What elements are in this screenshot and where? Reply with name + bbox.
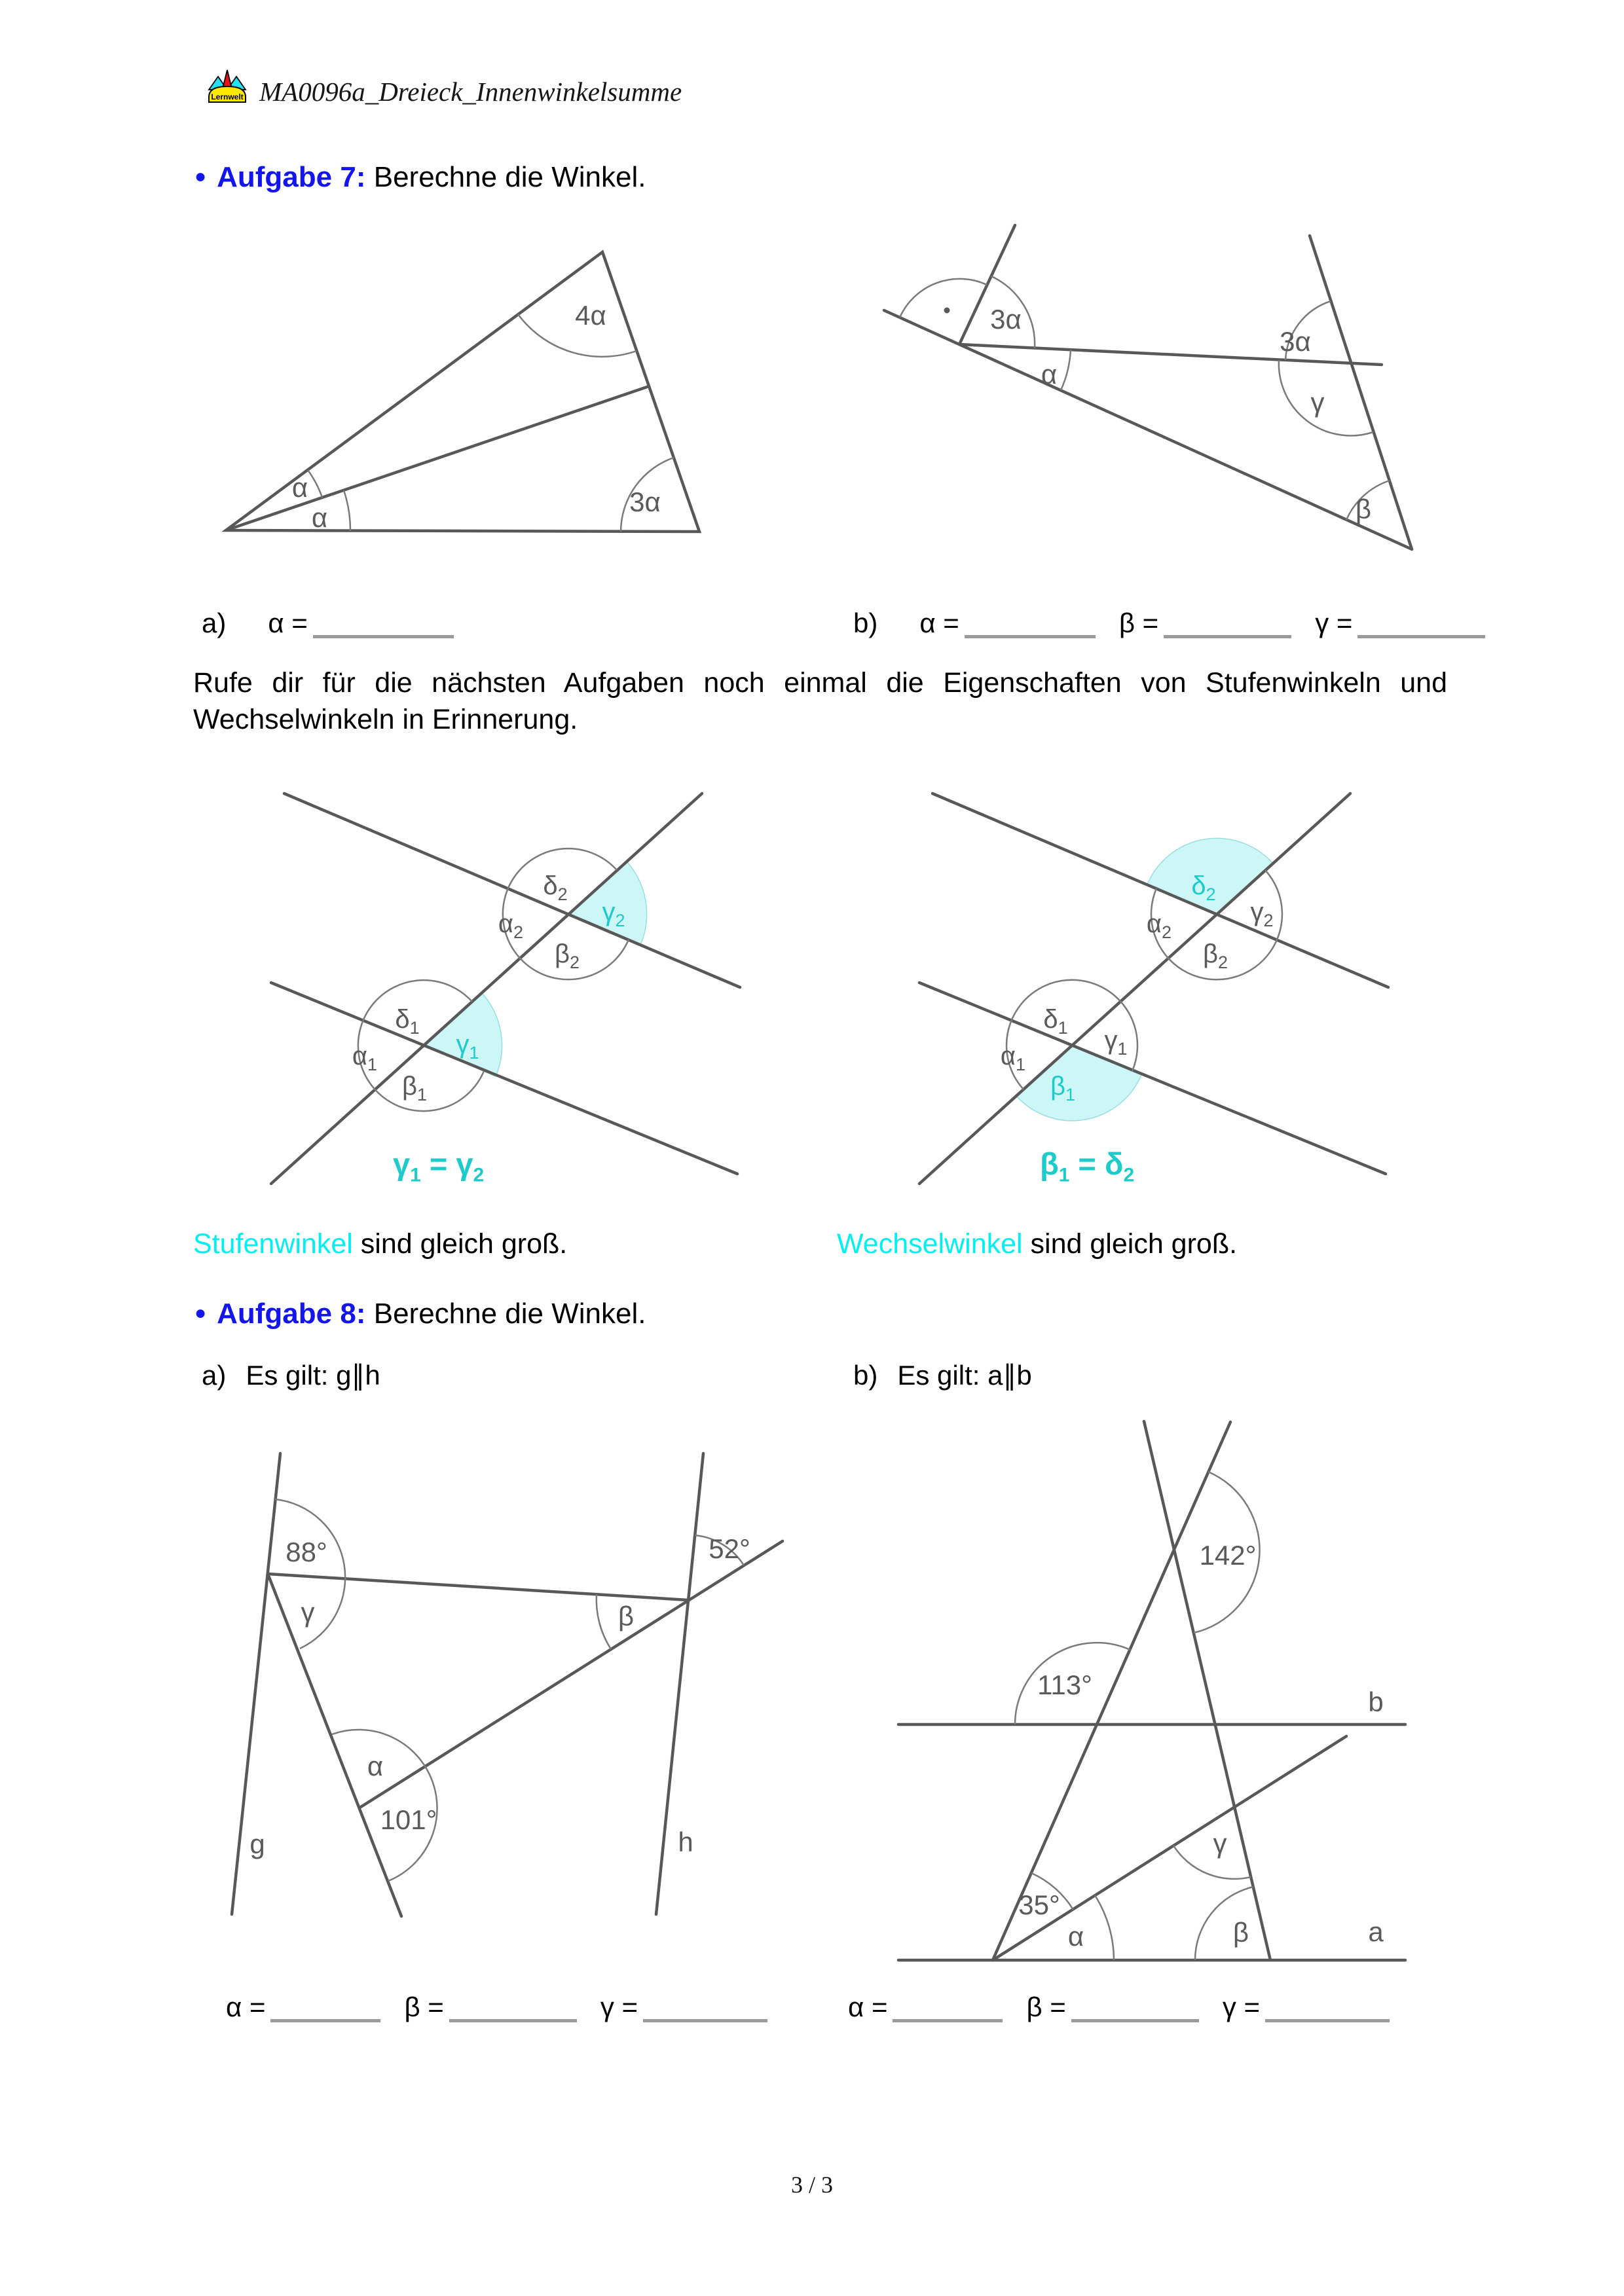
answers7-b: [853, 608, 1485, 639]
answer-blank: [1357, 609, 1485, 638]
angle-label-alpha1: $\alpha_1$: [1000, 1042, 1026, 1074]
angle-label-delta2: $\delta_2$: [543, 871, 568, 904]
angle-label-delta1: $\delta_1$: [395, 1005, 420, 1038]
answers8-left: [226, 1992, 767, 2023]
bullet-icon: ●: [194, 166, 207, 187]
task8-label: Aufgabe 8:: [217, 1298, 366, 1330]
parallel-lines-diagram-8b: [871, 1408, 1460, 1997]
angle-label-alpha2: $\alpha_2$: [498, 909, 524, 942]
task7-label: Aufgabe 7:: [217, 161, 366, 193]
given-a-prefix: a): [202, 1360, 227, 1391]
task8b-given: [853, 1359, 1032, 1391]
answer-blank: [1071, 1993, 1199, 2022]
task7-heading: [194, 161, 646, 194]
page-number: 3 / 3: [790, 2172, 833, 2198]
lernwelt-logo: [207, 68, 248, 105]
angle-label-alpha: α: [1041, 359, 1058, 390]
answer-blank: [965, 609, 1096, 638]
wechselwinkel-caption: [837, 1228, 1237, 1260]
gamma-equals-label: γ =: [600, 1992, 638, 2022]
line-label-h: h: [678, 1827, 693, 1857]
angle-label-alpha: α: [1067, 1921, 1084, 1952]
answer-blank: [893, 1993, 1003, 2022]
angle-label-beta2: $\beta_2$: [1202, 939, 1228, 972]
angle-label-35: 35°: [1018, 1889, 1060, 1920]
answer-blank: [449, 1993, 577, 2022]
gamma-equals-label: γ =: [1222, 1992, 1261, 2022]
bullet-icon: ●: [194, 1302, 207, 1324]
stufenwinkel-word: Stufenwinkel: [193, 1228, 353, 1260]
beta-equals-label: β =: [1026, 1992, 1066, 2022]
line-label-a: a: [1368, 1916, 1384, 1947]
angle-label-3a-right: 3α: [1280, 326, 1311, 357]
answer-blank: [313, 609, 454, 638]
angle-label-gamma: γ: [301, 1597, 315, 1628]
angle-label-gamma2-highlight: $\gamma_2$: [602, 898, 625, 930]
answer-blank: [643, 1993, 767, 2022]
caption-rest: sind gleich groß.: [1022, 1228, 1238, 1260]
caption-rest: sind gleich groß.: [352, 1228, 568, 1260]
angle-label-alpha-upper: α: [291, 472, 308, 503]
wechselwinkel-diagram: [904, 773, 1480, 1205]
beta-equals-label: β =: [1118, 608, 1159, 638]
task8-instruction: Berechne die Winkel.: [373, 1298, 646, 1330]
gamma-equals-label: γ =: [1315, 608, 1353, 638]
angle-label-3a-left: 3α: [990, 304, 1022, 335]
angle-label-delta1: $\delta_1$: [1043, 1005, 1068, 1038]
triangle-diagram-7b: [851, 216, 1441, 583]
beta-equals-label: β =: [404, 1992, 444, 2022]
angle-label-beta1: $\beta_1$: [401, 1072, 428, 1104]
angle-label-gamma1: $\gamma_1$: [1104, 1026, 1128, 1059]
page-title: MA0096a_Dreieck_Innenwinkelsumme: [259, 77, 682, 107]
task7-instruction: Berechne die Winkel.: [373, 161, 646, 193]
answer-b-prefix: b): [853, 608, 878, 638]
angle-label-beta1-highlight: $\beta_1$: [1050, 1072, 1076, 1104]
parallel-lines-diagram-8a: [210, 1440, 799, 1958]
logo-text: Lernwelt: [211, 92, 244, 101]
alpha-equals-label: α =: [848, 1992, 888, 2022]
answers7-a: [202, 608, 454, 639]
angle-label-gamma: γ: [1310, 387, 1325, 418]
angle-label-3a: 3α: [629, 486, 661, 517]
given-a-text: Es gilt: g∥h: [246, 1360, 380, 1391]
task8a-given: [202, 1359, 380, 1391]
stufenwinkel-caption: [193, 1228, 567, 1260]
angle-label-delta2-highlight: $\delta_2$: [1191, 871, 1216, 904]
angle-label-142: 142°: [1199, 1540, 1257, 1571]
answer-blank: [1265, 1993, 1390, 2022]
wechselwinkel-word: Wechselwinkel: [837, 1228, 1023, 1260]
task8-heading: [194, 1298, 646, 1330]
angle-label-gamma1-highlight: $\gamma_1$: [456, 1030, 479, 1063]
angle-label-88: 88°: [286, 1537, 327, 1567]
angle-label-4a: 4α: [575, 300, 606, 331]
angle-label-beta: β: [1232, 1917, 1249, 1948]
equality-stufenwinkel: $\gamma_1 = \gamma_2$: [393, 1146, 485, 1186]
stufenwinkel-diagram: [255, 773, 832, 1205]
angle-label-alpha: α: [367, 1751, 384, 1781]
angle-label-113: 113°: [1037, 1669, 1092, 1700]
angle-label-alpha2: $\alpha_2$: [1146, 909, 1172, 942]
alpha-equals-label: α =: [226, 1992, 266, 2022]
angle-label-alpha-lower: α: [311, 502, 328, 533]
line-label-g: g: [249, 1829, 265, 1859]
angle-label-beta: β: [618, 1601, 635, 1631]
given-b-text: Es gilt: a∥b: [897, 1360, 1032, 1391]
alpha-equals-label: α =: [268, 608, 308, 638]
line-label-b: b: [1368, 1686, 1384, 1717]
triangle-diagram-7a: [216, 236, 714, 543]
reminder-paragraph: Rufe dir für die nächsten Aufgaben noch einmal die Eigenschaften von Stufenwinkeln und Wechselwinkeln in Erinnerung.: [193, 667, 1447, 735]
angle-label-beta2: $\beta_2$: [554, 939, 580, 972]
angle-label-alpha1: $\alpha_1$: [352, 1042, 378, 1074]
answers8-right: [848, 1992, 1390, 2023]
answer-blank: [1164, 609, 1291, 638]
angle-label-52: 52°: [709, 1533, 750, 1564]
alpha-equals-label: α =: [919, 608, 959, 638]
angle-label-101: 101°: [380, 1804, 437, 1835]
angle-label-beta: β: [1355, 494, 1372, 524]
right-angle-dot: [944, 308, 950, 314]
equality-wechselwinkel: $\beta_1 = \delta_2$: [1040, 1146, 1135, 1186]
given-b-prefix: b): [853, 1360, 878, 1391]
answer-blank: [270, 1993, 380, 2022]
angle-label-gamma2: $\gamma_2$: [1250, 898, 1274, 930]
answer-a-prefix: a): [202, 608, 227, 638]
angle-label-gamma: γ: [1213, 1828, 1227, 1859]
